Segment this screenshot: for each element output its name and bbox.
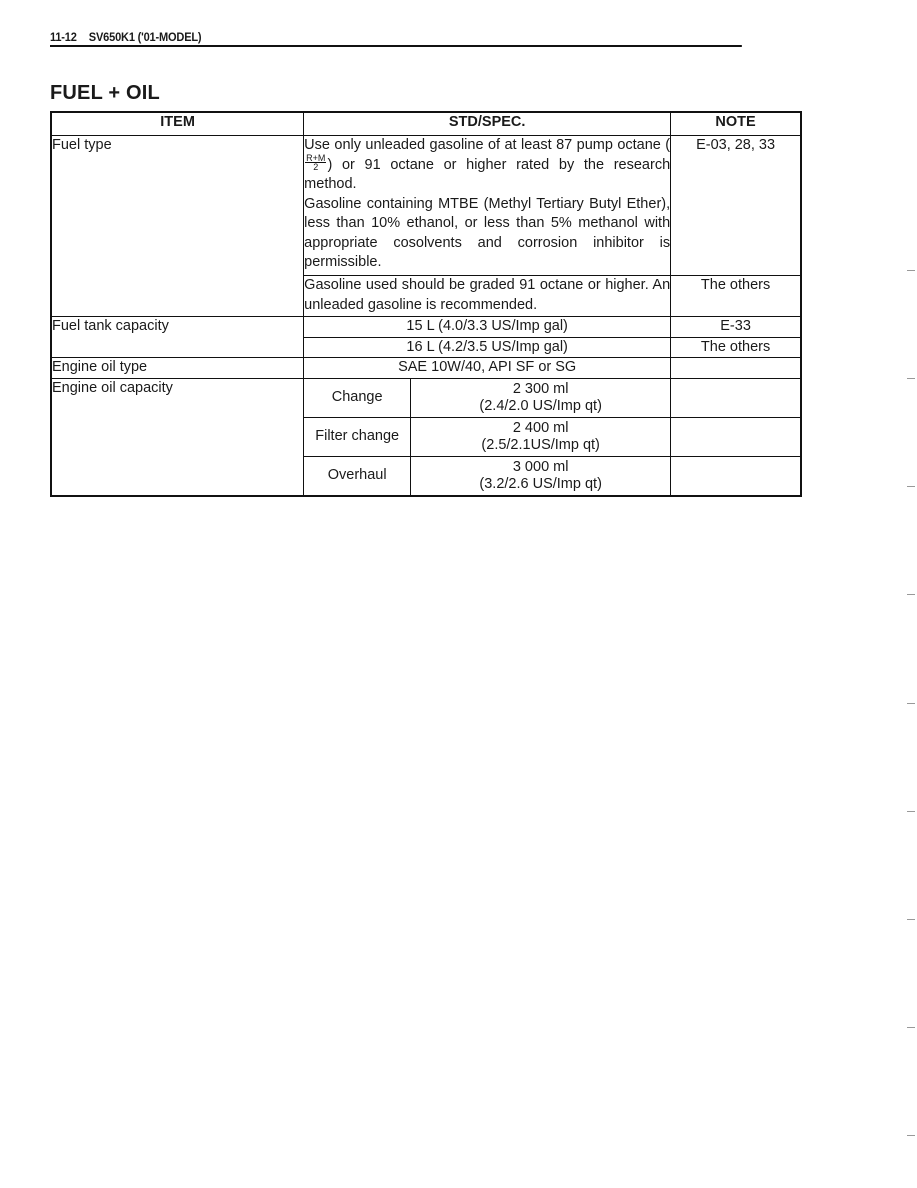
octane-fraction (305, 154, 326, 171)
margin-tick (907, 1027, 915, 1028)
note-blank (671, 456, 800, 495)
fraction-numerator: R+M (306, 153, 326, 164)
note-engine-oil-type (671, 358, 801, 379)
value-ml: 3 000 ml (512, 458, 569, 475)
table-row (51, 136, 801, 276)
model-name: SV650K1 ('01-MODEL) (88, 30, 202, 44)
item-fuel-tank: Fuel tank capacity (51, 317, 304, 358)
engine-oil-type-spec: SAE 10W/40, API SF or SG (304, 358, 671, 379)
fuel-type-spec-2: Gasoline used should be graded 91 octane or higher. An unleaded gasoline is recommended. (304, 276, 671, 317)
header-note: NOTE (671, 112, 801, 136)
engine-oil-capacity-spec (304, 378, 671, 496)
margin-tick (907, 270, 915, 271)
value-qt: (2.5/2.1US/Imp qt) (481, 436, 600, 453)
spec-table (50, 111, 802, 497)
overhaul-label: Overhaul (304, 457, 411, 495)
fuel-tank-spec-2: 16 L (4.2/3.5 US/Imp gal) (304, 337, 671, 358)
spec-text: ) or 91 octane or higher rated by the research method. (304, 156, 671, 192)
table-header-row (51, 112, 801, 136)
margin-tick (907, 811, 915, 812)
oil-change-value (411, 379, 670, 417)
margin-tick (907, 594, 915, 595)
item-engine-oil-capacity: Engine oil capacity (51, 378, 304, 496)
table-row (51, 317, 801, 338)
oil-change-row (304, 379, 670, 417)
margin-tick (907, 1135, 915, 1136)
spec-text: Gasoline containing MTBE (Methyl Tertiary Butyl Ether), less than 10% ethanol, or less than 5% methanol with appropriate cosolvents and corrosion inhibitor is permissible. (304, 195, 671, 270)
spec-text: Use only unleaded gasoline of at least 87 pump octane ( (304, 137, 671, 153)
margin-tick (907, 919, 915, 920)
table-row (51, 358, 801, 379)
page-header (50, 30, 742, 47)
section-title: FUEL + OIL (50, 82, 160, 104)
margin-tick (907, 486, 915, 487)
note-fuel-type-1: E-03, 28, 33 (671, 136, 801, 276)
header-spec: STD/SPEC. (304, 112, 671, 136)
note-fuel-type-2: The others (671, 276, 801, 317)
filter-change-label: Filter change (304, 418, 411, 456)
filter-change-value (411, 418, 670, 456)
overhaul-value (411, 457, 670, 495)
table-row (51, 378, 801, 496)
note-fuel-tank-1: E-33 (671, 317, 801, 338)
fuel-type-spec-1 (304, 136, 671, 276)
item-fuel-type: Fuel type (51, 136, 304, 317)
page-number: 11-12 (50, 30, 77, 44)
filter-change-row (304, 417, 670, 456)
header-item: ITEM (51, 112, 304, 136)
note-fuel-tank-2: The others (671, 337, 801, 358)
overhaul-row (304, 456, 670, 495)
oil-change-label: Change (304, 379, 411, 417)
value-ml: 2 400 ml (512, 419, 569, 436)
value-qt: (2.4/2.0 US/Imp qt) (479, 397, 602, 414)
note-engine-oil-capacity (671, 378, 801, 496)
item-engine-oil-type: Engine oil type (51, 358, 304, 379)
value-ml: 2 300 ml (512, 380, 569, 397)
note-blank (671, 379, 800, 417)
fuel-tank-spec-1: 15 L (4.0/3.3 US/Imp gal) (304, 317, 671, 338)
fraction-denominator: 2 (313, 162, 319, 173)
note-blank (671, 417, 800, 456)
value-qt: (3.2/2.6 US/Imp qt) (479, 475, 602, 492)
margin-tick (907, 703, 915, 704)
margin-tick (907, 378, 915, 379)
